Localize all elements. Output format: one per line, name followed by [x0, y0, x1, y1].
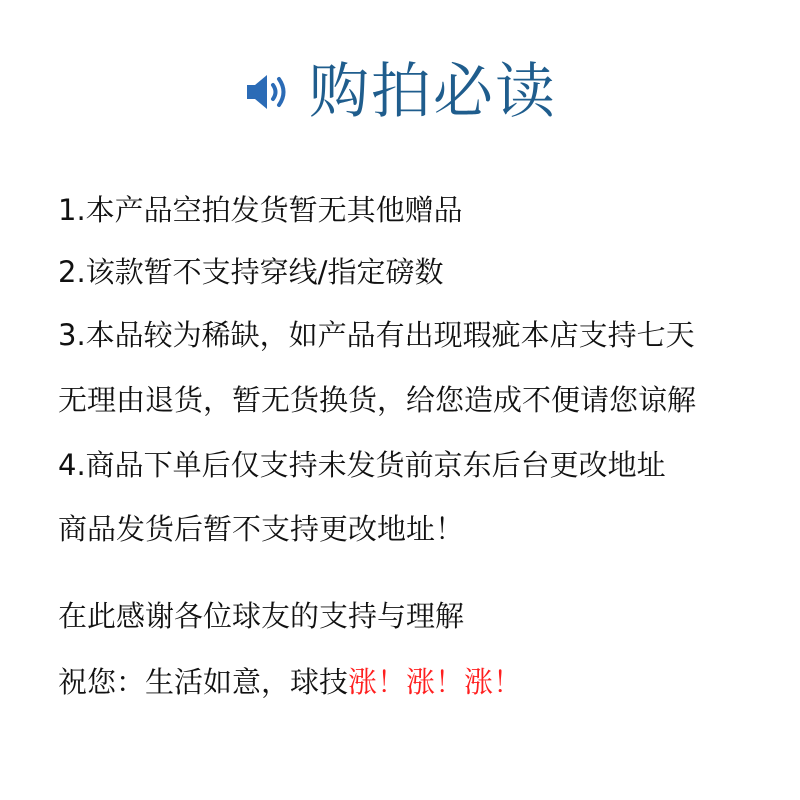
wish-prefix: 祝您：生活如意，球技: [58, 665, 349, 699]
wish-highlight: 涨！涨！涨！: [348, 665, 523, 699]
thanks-line: 在此感谢各位球友的支持与理解: [58, 599, 465, 633]
notice-line-3: 3.本品较为稀缺，如产品有出现瑕疵本店支持七天: [58, 318, 695, 352]
notice-line-5: 4.商品下单后仅支持未发货前京东后台更改地址: [58, 448, 666, 482]
wish-line: [58, 662, 522, 702]
notice-line-1: 1.本产品空拍发货暂无其他赠品: [58, 193, 463, 227]
page-title: 购拍必读: [309, 57, 557, 127]
notice-line-4: 无理由退货，暂无货换货，给您造成不便请您谅解: [58, 383, 697, 417]
header: [0, 52, 800, 132]
speaker-icon: [243, 70, 293, 114]
notice-line-6: 商品发货后暂不支持更改地址！: [58, 512, 465, 546]
notice-line-2: 2.该款暂不支持穿线/指定磅数: [58, 255, 444, 289]
